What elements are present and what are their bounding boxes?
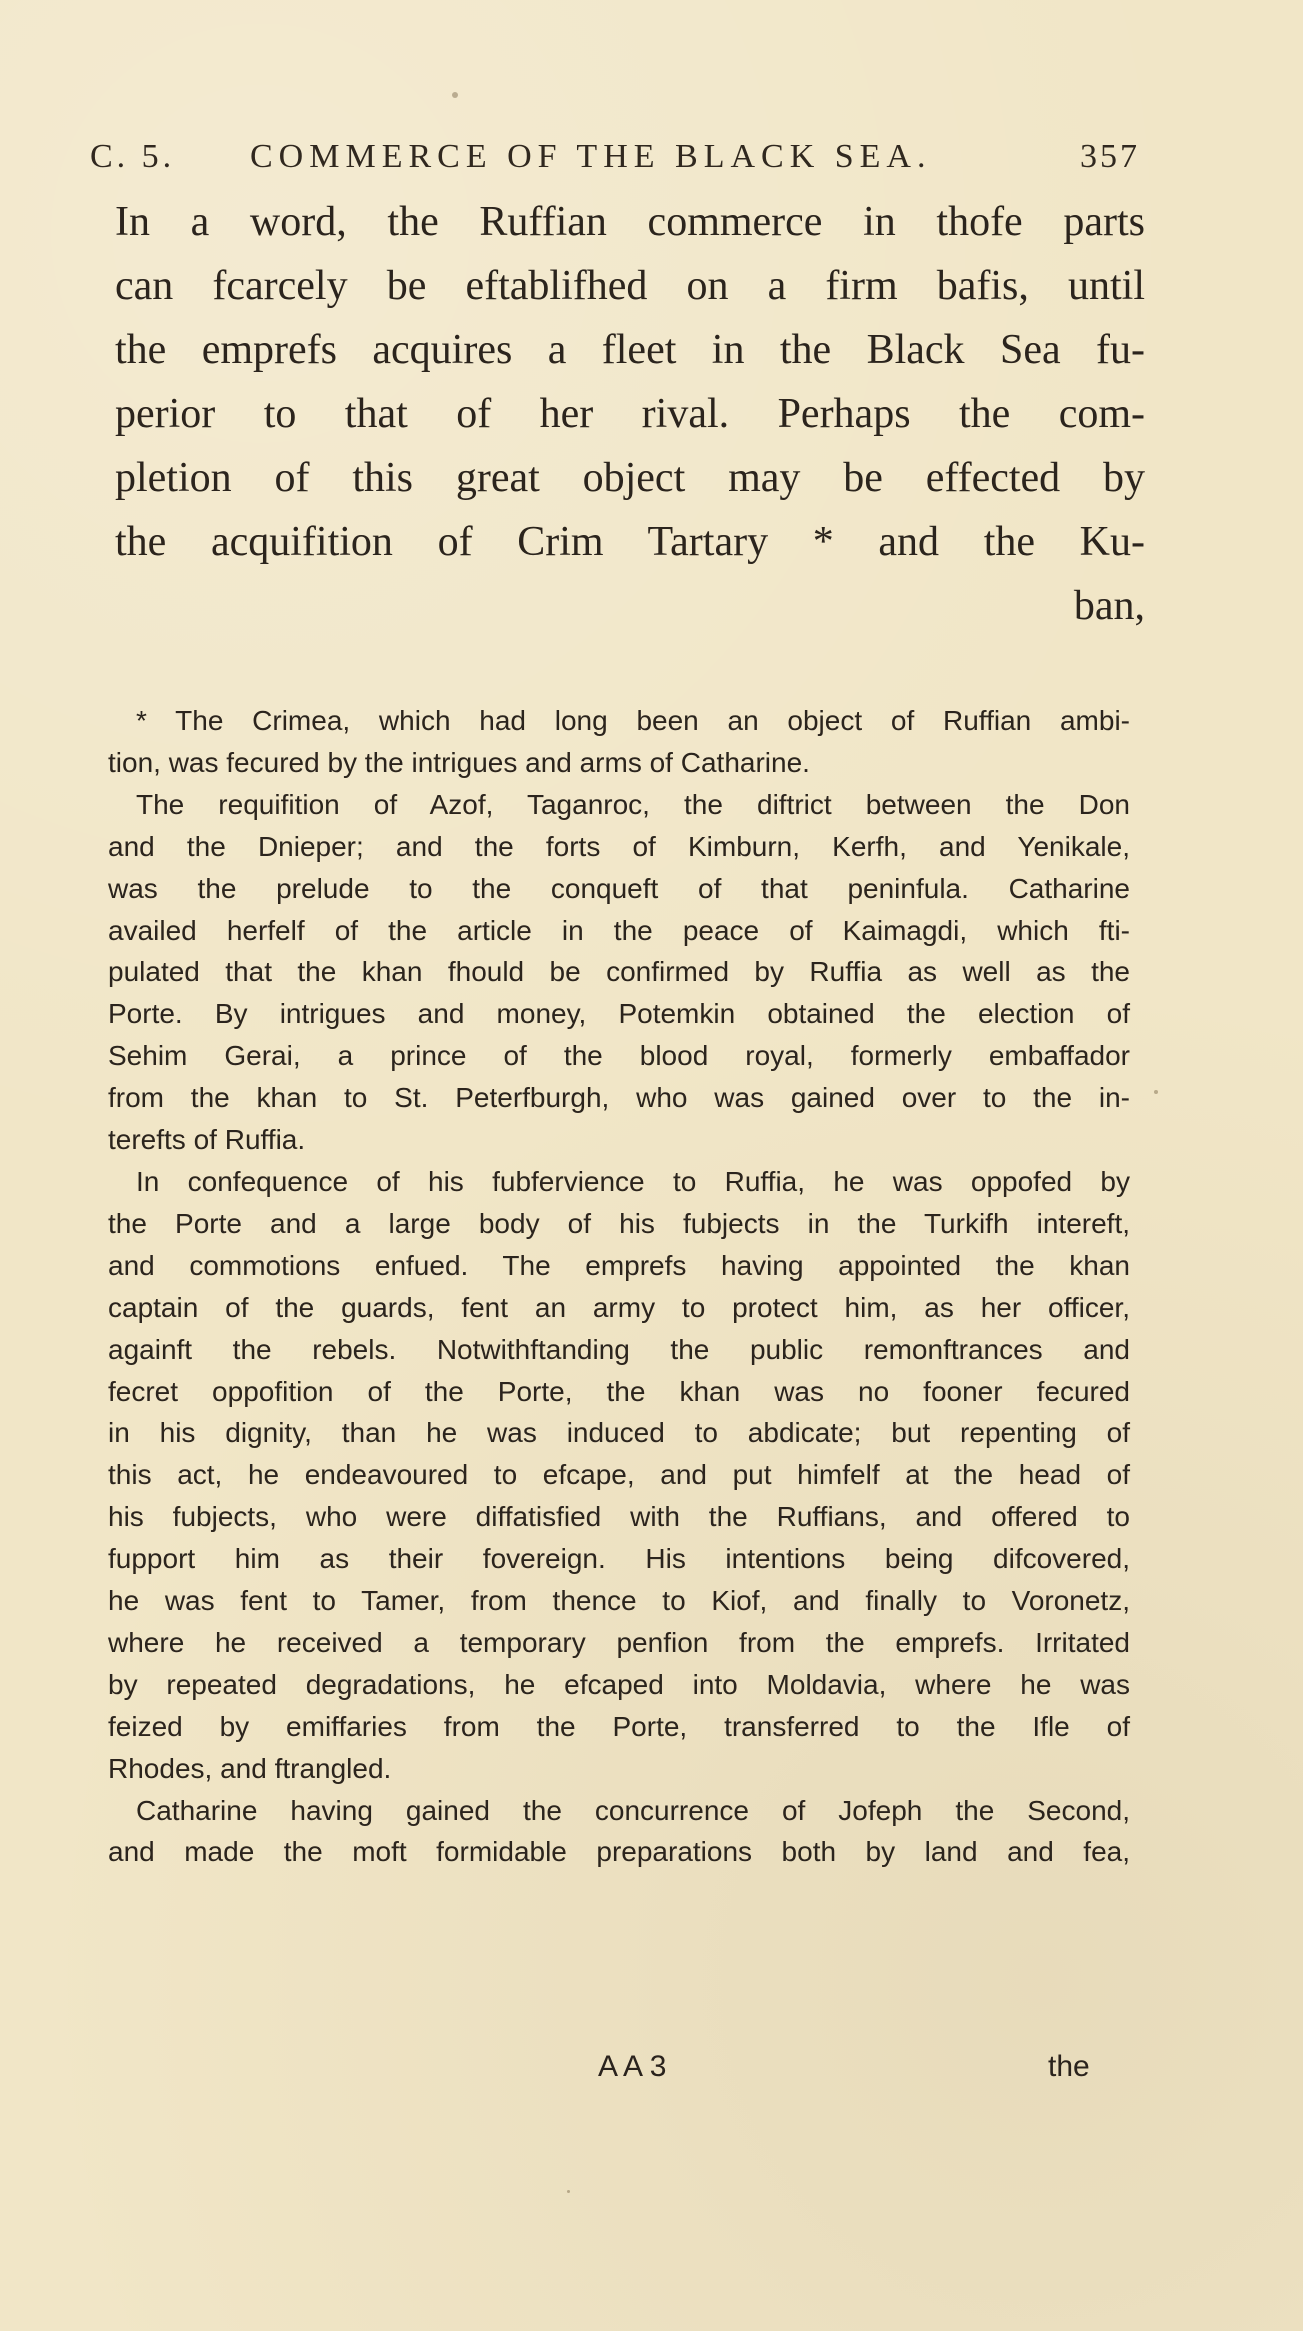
- footnote-line: tion, was fecured by the intrigues and arms of Catharine.: [108, 746, 810, 778]
- running-title: COMMERCE OF THE BLACK SEA.: [250, 138, 932, 175]
- main-text-block: [115, 190, 1145, 638]
- footnote-line: by repeated degradations, he efcaped into Moldavia, where he was: [108, 1668, 1130, 1700]
- paper-speck: [452, 92, 458, 98]
- footnote-line: againft the rebels. Notwithftanding the public remonftrances and: [108, 1333, 1130, 1365]
- footnote-line: * The Crimea, which had long been an object of Ruffian ambi-: [136, 705, 1130, 736]
- main-text-line: can fcarcely be eftablifhed on a firm bafis, until: [115, 263, 1145, 309]
- footnote-line: the Porte and a large body of his fubjects in the Turkifh intereft,: [108, 1207, 1130, 1239]
- main-text-line: the emprefs acquires a fleet in the Black Sea fu-: [115, 327, 1145, 373]
- footnote-line: he was fent to Tamer, from thence to Kiof, and finally to Voronetz,: [108, 1585, 1130, 1617]
- signature-line: [0, 2050, 1303, 2110]
- footnote-line: availed herfelf of the article in the peace of Kaimagdi, which fti-: [108, 914, 1130, 946]
- footnote-line: fecret oppofition of the Porte, the khan was no fooner fecured: [108, 1375, 1130, 1407]
- page-number: 357: [1080, 138, 1140, 175]
- footnote-line: and the Dnieper; and the forts of Kimburn, Kerfh, and Yenikale,: [108, 830, 1130, 862]
- footnote-line: where he received a temporary penfion from the emprefs. Irritated: [108, 1626, 1130, 1658]
- footnote-line: Catharine having gained the concurrence of Jofeph the Second,: [136, 1794, 1130, 1826]
- footnote-line: Porte. By intrigues and money, Potemkin obtained the election of: [108, 998, 1130, 1030]
- chapter-section-mark: C. 5.: [90, 138, 176, 175]
- footnote-line: in his dignity, than he was induced to abdicate; but repenting of: [108, 1417, 1130, 1449]
- main-text-line: pletion of this great object may be effected by: [115, 455, 1145, 501]
- footnote-line: this act, he endeavoured to efcape, and put himfelf at the head of: [108, 1459, 1130, 1491]
- running-head: [90, 138, 1140, 188]
- footnote-line: captain of the guards, fent an army to protect him, as her officer,: [108, 1291, 1130, 1323]
- paper-speck: [1154, 1090, 1158, 1094]
- footnote-line: was the prelude to the conqueft of that peninfula. Catharine: [108, 872, 1130, 904]
- catchword: the: [1048, 2050, 1090, 2083]
- footnote-line: his fubjects, who were diffatisfied with the Ruffians, and offered to: [108, 1501, 1130, 1533]
- main-text-line: the acquifition of Crim Tartary * and the Ku-: [115, 519, 1145, 565]
- footnote-line: from the khan to St. Peterfburgh, who was gained over to the in-: [108, 1082, 1130, 1114]
- footnote-line: The requifition of Azof, Taganroc, the diftrict between the Don: [136, 788, 1130, 820]
- footnote-line: fupport him as their fovereign. His intentions being difcovered,: [108, 1543, 1130, 1575]
- footnote-line: and commotions enfued. The emprefs having appointed the khan: [108, 1249, 1130, 1281]
- footnote-line: pulated that the khan fhould be confirmed by Ruffia as well as the: [108, 956, 1130, 988]
- footnote-line: In confequence of his fubfervience to Ruffia, he was oppofed by: [136, 1165, 1130, 1197]
- main-text-line: ban,: [1073, 583, 1145, 629]
- main-text-line: perior to that of her rival. Perhaps the com-: [115, 391, 1145, 437]
- footnote-line: Rhodes, and ftrangled.: [108, 1752, 392, 1784]
- footnote-line: Sehim Gerai, a prince of the blood royal, formerly embaffador: [108, 1040, 1130, 1072]
- footnote-line: feized by emiffaries from the Porte, transferred to the Ifle of: [108, 1710, 1130, 1742]
- footnote-line: and made the moft formidable preparations both by land and fea,: [108, 1836, 1130, 1868]
- footnote-block: [108, 700, 1130, 1873]
- main-text-line: In a word, the Ruffian commerce in thofe parts: [115, 199, 1145, 245]
- signature-mark: A A 3: [598, 2050, 667, 2083]
- footnote-line: terefts of Ruffia.: [108, 1124, 306, 1156]
- paper-speck: [567, 2190, 570, 2193]
